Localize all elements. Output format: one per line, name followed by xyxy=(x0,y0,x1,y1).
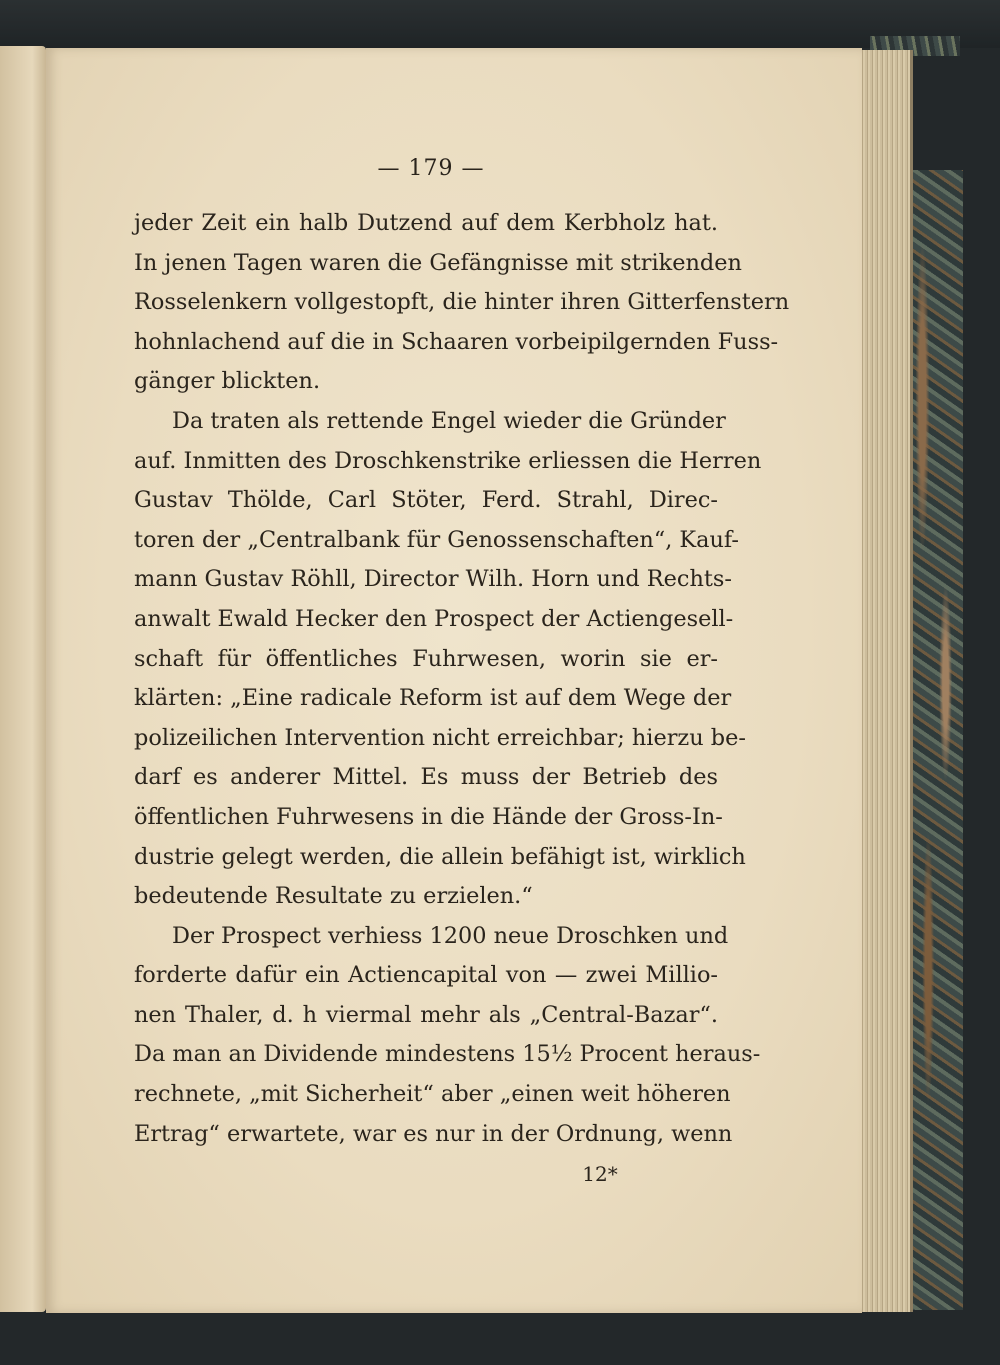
text-line: bedeutende Resultate zu erzielen.“ xyxy=(134,883,533,910)
text-line: darf es anderer Mittel. Es muss der Betrieb des xyxy=(134,764,718,791)
text-line: Der Prospect verhiess 1200 neue Droschken und xyxy=(172,922,729,949)
text-line: Da traten als rettende Engel wieder die Gründer xyxy=(172,407,726,434)
text-line: dustrie gelegt werden, die allein befähigt ist, wirklich xyxy=(134,843,746,870)
text-line: klärten: „Eine radicale Reform ist auf dem Wege der xyxy=(134,685,732,712)
signature-mark: 12* xyxy=(582,1162,618,1186)
text-line: gänger blickten. xyxy=(134,368,321,395)
book-cover-top xyxy=(0,0,1000,48)
body-text xyxy=(134,204,790,1154)
text-line: jeder Zeit ein halb Dutzend auf dem Kerbholz hat. xyxy=(134,210,718,236)
text-line: Rosselenkern vollgestopft, die hinter ihren Gitterfenstern xyxy=(134,289,790,316)
text-line: schaft für öffentliches Fuhrwesen, worin sie er- xyxy=(134,645,718,672)
page-block-edges xyxy=(860,50,913,1312)
facing-page-edge xyxy=(0,46,46,1312)
text-line: polizeilichen Intervention nicht erreichbar; hierzu be- xyxy=(134,724,746,751)
text-line: toren der „Centralbank für Genossenschaften“, Kauf- xyxy=(134,526,739,553)
text-line: öffentlichen Fuhrwesens in die Hände der Gross-In- xyxy=(134,803,723,830)
text-line: In jenen Tagen waren die Gefängnisse mit strikenden xyxy=(134,249,742,276)
page-number: — 179 — xyxy=(377,156,485,181)
text-line: hohnlachend auf die in Schaaren vorbeipilgernden Fuss- xyxy=(134,328,779,355)
text-line: anwalt Ewald Hecker den Prospect der Actiengesell- xyxy=(134,605,734,632)
text-line: nen Thaler, d. h viermal mehr als „Central-Bazar“. xyxy=(134,1001,718,1028)
text-line: Da man an Dividende mindestens 15½ Procent heraus- xyxy=(134,1041,761,1068)
text-line: auf. Inmitten des Droschkenstrike erliessen die Herren xyxy=(134,447,762,474)
text-line: Gustav Thölde, Carl Stöter, Ferd. Strahl, Direc- xyxy=(134,487,718,514)
marbled-cover-edge xyxy=(905,170,963,1310)
text-line: rechnete, „mit Sicherheit“ aber „einen weit höheren xyxy=(134,1081,731,1108)
text-line: forderte dafür ein Actiencapital von — zwei Millio- xyxy=(134,962,718,989)
text-line: Ertrag“ erwartete, war es nur in der Ordnung, wenn xyxy=(134,1120,733,1147)
text-line: mann Gustav Röhll, Director Wilh. Horn und Rechts- xyxy=(134,566,732,593)
